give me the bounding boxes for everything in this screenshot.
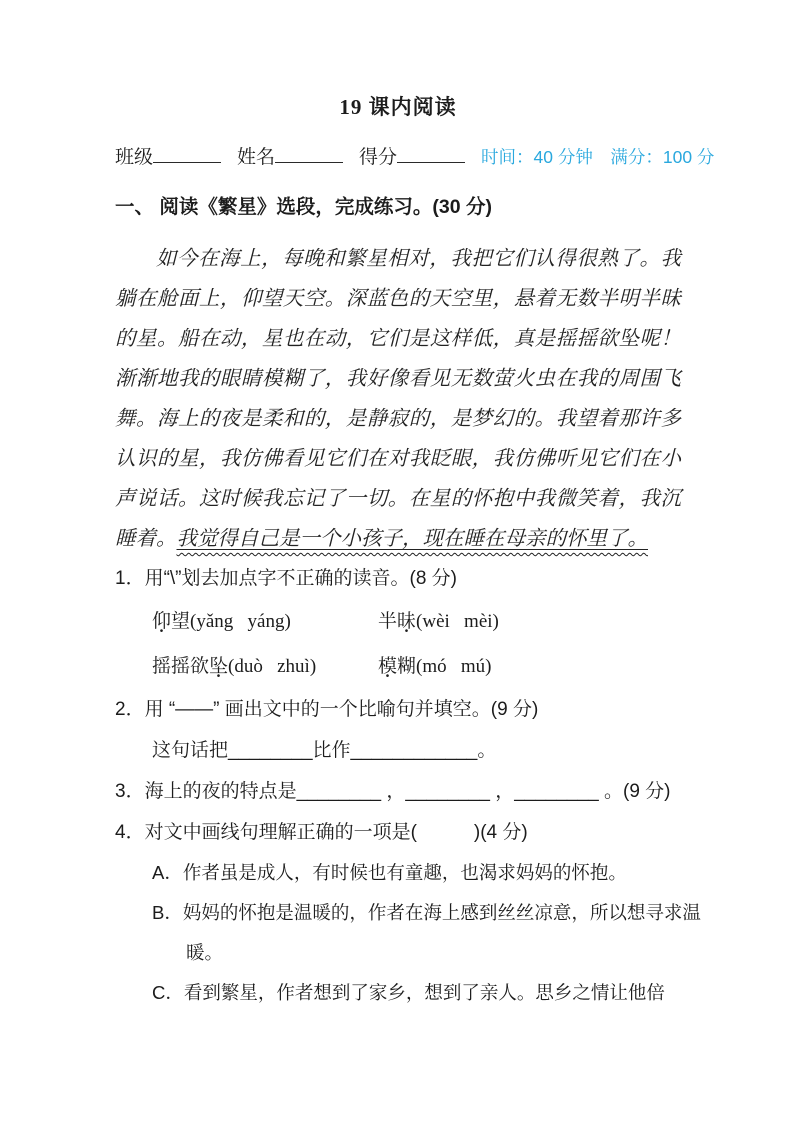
- option-a-text: 作者虽是成人，有时候也有童趣，也渴求妈妈的怀抱。: [182, 862, 627, 883]
- score-field: [359, 146, 465, 170]
- question-4: 4．对文中画线句理解正确的一项是( )(4 分): [115, 822, 528, 843]
- class-label: 班级: [115, 147, 154, 168]
- option-a-label: A．: [152, 862, 183, 883]
- dotted-char: 仰: [152, 611, 172, 632]
- question-2: 2．用 “——” 画出文中的一个比喻句并填空。(9 分): [115, 699, 539, 720]
- section-one-heading: 一、 阅读《繁星》选段，完成练习。(30 分): [115, 196, 493, 218]
- name-blank-line: [275, 149, 343, 163]
- pinyin-word-yaoyaoyuzhui: 摇摇欲坠(duò zhuì): [152, 656, 317, 677]
- option-b-label: B．: [152, 902, 183, 923]
- question-1-word-row-2: [152, 644, 681, 689]
- student-info-line: [115, 145, 715, 170]
- option-b-text: 妈妈的怀抱是温暖的，作者在海上感到丝丝凉意，所以想寻求温暖。: [182, 902, 701, 963]
- underlined-sentence: 我觉得自己是一个小孩子，现在睡在母亲的怀里了。: [176, 526, 648, 550]
- class-blank-line: [153, 149, 221, 163]
- score-blank-line: [397, 149, 465, 163]
- reading-passage: [115, 238, 681, 558]
- option-c-label: C．: [152, 982, 184, 1003]
- pinyin-word-mohu: 模糊(mó mú): [378, 656, 492, 677]
- question-1: 1．用“\”划去加点字不正确的读音。(8 分): [115, 568, 458, 589]
- class-field: [115, 146, 221, 170]
- option-a: [152, 853, 721, 893]
- option-c: [152, 973, 721, 1013]
- questions-area: [115, 558, 701, 1013]
- name-label: 姓名: [237, 147, 276, 168]
- name-field: [237, 146, 343, 170]
- pinyin-word-banmei: 半昧(wèi mèi): [378, 611, 499, 632]
- question-1-word-row-1: [152, 599, 681, 644]
- dotted-char: 模: [378, 656, 398, 677]
- option-b: [152, 893, 721, 973]
- question-3: 3．海上的夜的特点是________ ，________ ，________ 。(9 分): [115, 781, 671, 802]
- question-2-fill-line: 这句话把________比作____________。: [152, 740, 497, 761]
- page-title: 19 课内阅读: [339, 95, 457, 119]
- passage-main-text: 如今在海上，每晚和繁星相对，我把它们认得很熟了。我躺在舱面上，仰望天空。深蓝色的天空里，悬着无数半明半昧的星。船在动，星也在动，它们是这样低，真是摇摇欲坠呢！渐渐地我的眼睛模糊了，我好像看见无数萤火虫在我的周围飞舞。海上的夜是柔和的，是静寂的，是梦幻的。我望着那许多认识的星，我仿佛看见它们在对我眨眼，我仿佛听见它们在小声说话。这时候我忘记了一切。在星的怀抱中我微笑着，我沉睡着。: [115, 246, 681, 550]
- dotted-char: 坠: [209, 656, 229, 677]
- score-label: 得分: [359, 147, 398, 168]
- dotted-char: 昧: [397, 611, 417, 632]
- pinyin-word-yangwang: 仰望(yǎng yáng): [152, 611, 291, 632]
- option-c-text: 看到繁星，作者想到了家乡，想到了亲人。思乡之情让他倍: [183, 982, 665, 1003]
- exam-time-score-info: 时间：40 分钟 满分：100 分: [481, 147, 715, 167]
